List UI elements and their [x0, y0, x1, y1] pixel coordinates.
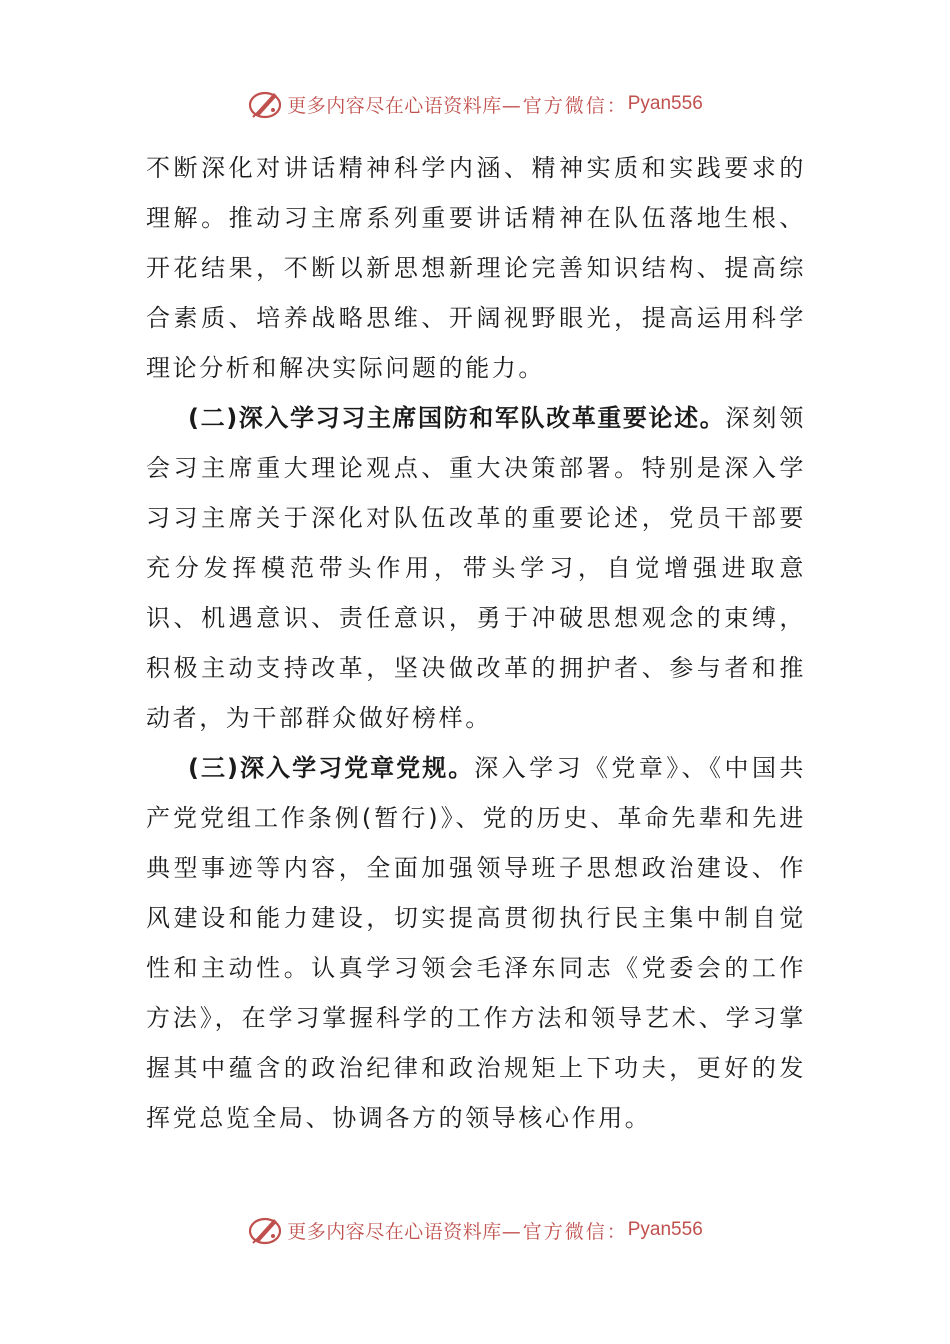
footer-wechat-id-text: Pyan556 [627, 1219, 703, 1240]
footer-site-name-text: 更多内容尽在心语资料库 [287, 1220, 502, 1243]
paragraph-2-heading: (二)深入学习习主席国防和军队改革重要论述。 [188, 404, 726, 432]
paragraph-3 [146, 743, 806, 1143]
paragraph-3-body: 深入学习《党章》、《中国共产党党组工作条例(暂行)》、党的历史、革命先辈和先进典型事迹等内容，全面加强领导班子思想政治建设、作风建设和能力建设，切实提高贯彻执行民主集中制自觉性和主动性。认真学习领会毛泽东同志《党委会的工作方法》，在学习掌握科学的工作方法和领导艺术、学习掌握其中蕴含的政治纪律和政治规矩上下功夫，更好的发挥党总览全局、协调各方的领导核心作用。 [146, 754, 806, 1132]
official-label-text: —官方微信： [501, 94, 628, 117]
footer-banner [0, 1208, 950, 1252]
paragraph-1 [146, 143, 806, 393]
site-name-text: 更多内容尽在心语资料库 [287, 94, 502, 117]
header-banner [0, 82, 950, 126]
quill-pen-logo-icon [247, 1212, 283, 1248]
paragraph-1-body: 不断深化对讲话精神科学内涵、精神实质和实践要求的理解。推动习主席系列重要讲话精神在队伍落地生根、开花结果，不断以新思想新理论完善知识结构、提高综合素质、培养战略思维、开阔视野眼光，提高运用科学理论分析和解决实际问题的能力。 [146, 154, 806, 382]
paragraph-2-body: 深刻领会习主席重大理论观点、重大决策部署。特别是深入学习习主席关于深化对队伍改革的重要论述，党员干部要充分发挥模范带头作用，带头学习，自觉增强进取意识、机遇意识、责任意识，勇于冲破思想观念的束缚，积极主动支持改革，坚决做改革的拥护者、参与者和推动者，为干部群众做好榜样。 [146, 404, 806, 732]
paragraph-2 [146, 393, 806, 743]
quill-pen-logo-icon [247, 86, 283, 122]
footer-official-label-text: —官方微信： [501, 1220, 628, 1243]
document-body [146, 143, 806, 1143]
paragraph-3-heading: (三)深入学习党章党规。 [188, 754, 475, 782]
wechat-id-text: Pyan556 [627, 93, 703, 114]
